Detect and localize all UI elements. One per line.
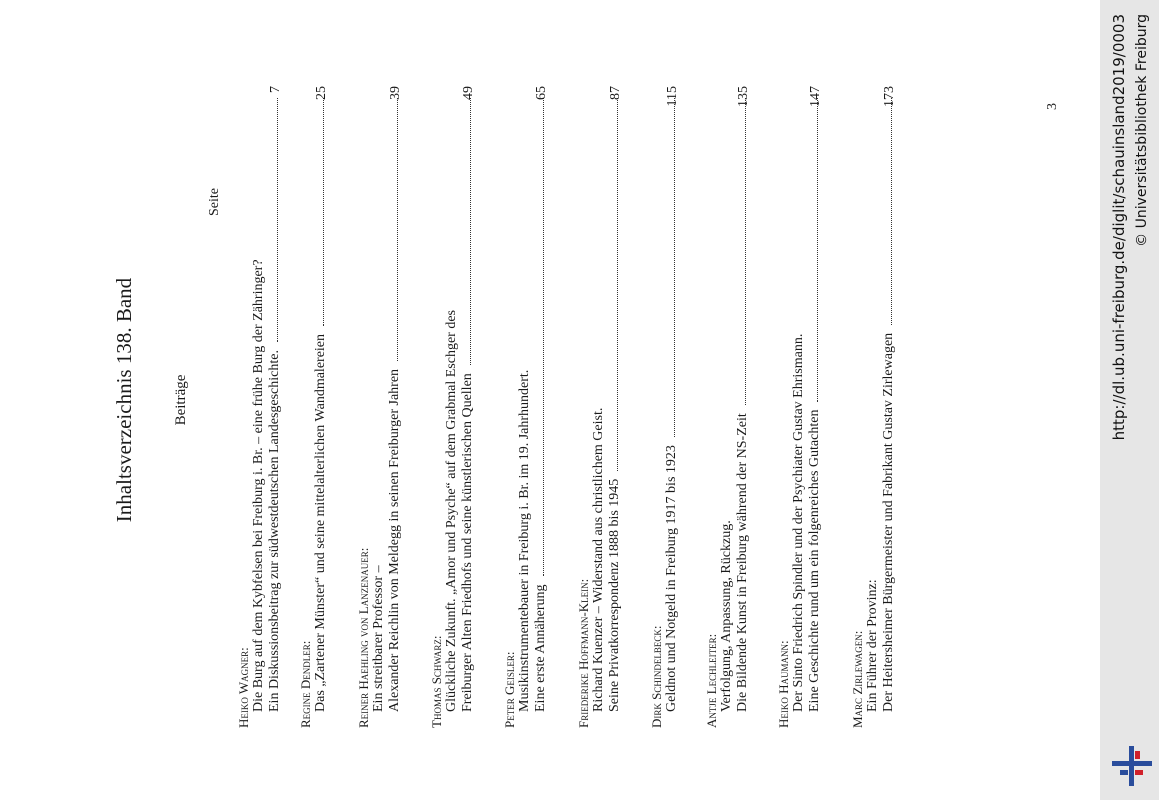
entry-line: Eine Geschichte rund um ein folgenreiches Gutachten <box>807 88 823 728</box>
entry-line: Richard Kuenzer – Widerstand aus christlichem Geist. <box>591 407 606 712</box>
page-number: 3 <box>1045 103 1060 110</box>
toc-entry <box>850 88 897 728</box>
copyright-notice: © Universitätsbibliothek Freiburg <box>1134 14 1150 247</box>
entry-author: Thomas Schwarz: <box>429 635 444 728</box>
entry-author: Friederike Hoffmann-Klein: <box>576 578 591 728</box>
entry-line: Der Sinto Friedrich Spindler und der Psychiater Gustav Ehrismann. <box>791 333 806 712</box>
entry-author: Peter Geisler: <box>502 651 517 728</box>
toc-entry <box>704 88 751 728</box>
entry-line: Der Heitersheimer Bürgermeister und Fabrikant Gustav Zirlewagen <box>881 88 897 728</box>
toc-entry <box>236 88 283 728</box>
entry-author: Heiko Haumann: <box>776 640 791 728</box>
strip-text-block <box>1100 0 1159 800</box>
toc-entry <box>298 88 329 728</box>
entry-line: Glückliche Zukunft. „Amor und Psyche“ auf dem Grabmal Eschger des <box>444 310 459 712</box>
entry-line: Ein Diskussionsbeitrag zur südwestdeutschen Landesgeschichte. <box>267 88 283 728</box>
entry-line: Alexander Reichlin von Meldegg in seinen Freiburger Jahren <box>387 88 403 728</box>
entry-page-number: 87 <box>608 86 623 100</box>
entry-line: Geldnot und Notgeld in Freiburg 1917 bis 1923 <box>664 88 680 728</box>
entry-author: Marc Zirlewagen: <box>850 630 865 728</box>
toc-entry <box>576 88 623 728</box>
toc-entry <box>429 88 476 728</box>
section-title: Beiträge <box>173 374 189 426</box>
entry-page-number: 135 <box>736 86 751 107</box>
entry-line: Die Burg auf dem Kybfelsen bei Freiburg i. Br. – eine frühe Burg der Zähringer? <box>251 259 266 712</box>
entry-author: Dirk Schindelbeck: <box>649 625 664 728</box>
entry-author: Reiner Haehling von Lanzenauer: <box>356 547 371 728</box>
entry-page-number: 173 <box>882 86 897 107</box>
entry-line: Die Bildende Kunst in Freiburg während der NS-Zeit <box>735 88 751 728</box>
entry-line: Eine erste Annäherung <box>533 88 549 728</box>
toc-entry <box>776 88 823 728</box>
entry-line: Musikinstrumentebauer in Freiburg i. Br. im 19. Jahrhundert. <box>517 369 532 712</box>
toc-entry <box>649 88 680 728</box>
entry-author: Regine Dendler: <box>298 640 313 728</box>
entry-page-number: 65 <box>534 86 549 100</box>
entry-line: Das „Zartener Münster“ und seine mittelalterlichen Wandmalereien <box>313 88 329 728</box>
document-title: Inhaltsverzeichnis 138. Band <box>112 277 136 523</box>
entry-author: Antje Lechleiter: <box>704 633 719 728</box>
entry-line: Seine Privatkorrespondenz 1888 bis 1945 <box>607 88 623 728</box>
toc-entry <box>356 88 403 728</box>
entry-line: Freiburger Alten Friedhofs und seine künstlerischen Quellen <box>460 88 476 728</box>
entry-line: Verfolgung, Anpassung, Rückzug. <box>719 520 734 712</box>
document-url-link[interactable]: http://dl.ub.uni-freiburg.de/diglit/schauinsland2019/0003 <box>1110 14 1128 441</box>
library-side-strip <box>1100 0 1159 800</box>
entry-page-number: 25 <box>314 86 329 100</box>
ub-freiburg-logo-icon <box>1112 746 1152 786</box>
entry-page-number: 7 <box>268 86 283 93</box>
entry-page-number: 147 <box>808 86 823 107</box>
entry-line: Ein Führer der Provinz: <box>865 579 880 712</box>
entry-page-number: 49 <box>461 86 476 100</box>
entry-page-number: 115 <box>665 86 680 107</box>
entry-line: Ein streitbarer Professor – <box>371 565 386 712</box>
entry-author: Heiko Wagner: <box>236 647 251 728</box>
seite-label: Seite <box>207 188 222 216</box>
toc-entry <box>502 88 549 728</box>
entry-page-number: 39 <box>388 86 403 100</box>
